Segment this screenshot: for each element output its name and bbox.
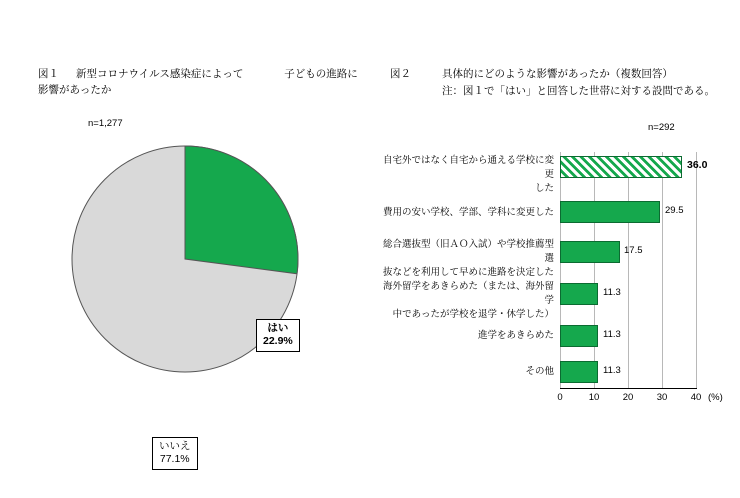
figure-1-title-line-2: 子どもの進路に影響があったか	[38, 68, 358, 96]
gridline-30	[662, 152, 663, 388]
bar-label-5	[374, 365, 554, 379]
gridline-40	[696, 152, 697, 388]
figure-2-number: 図２	[390, 68, 411, 80]
bar-value-4: 11.3	[603, 329, 621, 340]
bar-0	[560, 156, 682, 178]
figure-2-sample-size: n=292	[648, 122, 675, 133]
bar-label-2-line-2: 抜などを利用して早めに進路を決定した	[382, 267, 554, 278]
x-tick-10: 10	[588, 392, 600, 403]
bar-label-1-line-1: 費用の安い学校、学部、学科に変更した	[382, 207, 554, 218]
gridline-20	[628, 152, 629, 388]
figure-2-note: 注：図１で「はい」と回答した世帯に対する設問である。	[442, 85, 715, 97]
bar-label-4-line-1: 進学をあきらめた	[477, 330, 554, 341]
bar-value-2: 17.5	[624, 245, 643, 256]
bar-label-1	[374, 206, 554, 220]
bar-5	[560, 361, 598, 383]
pie-slice-yes	[185, 146, 298, 274]
bar-label-2-line-1: 総合選抜型（旧ＡＯ入試）や学校推薦型選	[382, 239, 554, 264]
figure-1-title-line-1: 新型コロナウイルス感染症によって	[76, 68, 244, 80]
pie-label-yes-value: 22.9%	[263, 335, 293, 347]
figure-2	[360, 0, 740, 498]
figure-1	[0, 0, 360, 498]
x-tick-40: 40	[690, 392, 702, 403]
x-tick-30: 30	[656, 392, 668, 403]
bar-label-0	[374, 154, 554, 196]
x-tick-0: 0	[557, 392, 563, 403]
bar-value-1: 29.5	[665, 205, 684, 216]
bar-label-4	[374, 329, 554, 343]
bar-value-0: 36.0	[687, 159, 708, 171]
pie-chart	[70, 144, 300, 465]
pie-label-no	[152, 437, 198, 470]
bar-label-2	[374, 238, 554, 280]
figure-1-sample-size: n=1,277	[88, 118, 123, 129]
bar-label-5-line-1: その他	[525, 366, 554, 377]
pie-label-no-name: いいえ	[159, 440, 191, 452]
pie-label-yes	[256, 319, 300, 352]
figure-2-heading	[390, 66, 740, 100]
figure-2-title: 具体的にどのような影響があったか（複数回答）	[442, 68, 673, 80]
bar-label-3-line-1: 海外留学をあきらめた（または、海外留学	[382, 281, 554, 306]
figure-1-heading	[38, 66, 358, 98]
x-tick-20: 20	[622, 392, 634, 403]
bar-3	[560, 283, 598, 305]
figure-1-number: 図１	[38, 68, 59, 80]
bar-value-5: 11.3	[603, 365, 621, 376]
bar-label-3	[374, 280, 554, 322]
bar-2	[560, 241, 620, 263]
gridline-10	[594, 152, 595, 388]
bar-4	[560, 325, 598, 347]
bar-label-0-line-2: した	[534, 183, 554, 194]
pie-label-yes-name: はい	[267, 322, 289, 334]
x-axis-unit: (%)	[708, 392, 723, 403]
bar-label-0-line-1: 自宅外ではなく自宅から通える学校に変更	[382, 155, 554, 180]
gridline-0	[560, 152, 561, 388]
bar-label-3-line-2: 中であったが学校を退学・休学した）	[392, 309, 554, 320]
bar-value-3: 11.3	[603, 287, 621, 298]
pie-label-no-value: 77.1%	[159, 453, 190, 465]
bar-1	[560, 201, 660, 223]
x-axis-line	[560, 388, 697, 389]
bar-chart	[360, 140, 740, 420]
